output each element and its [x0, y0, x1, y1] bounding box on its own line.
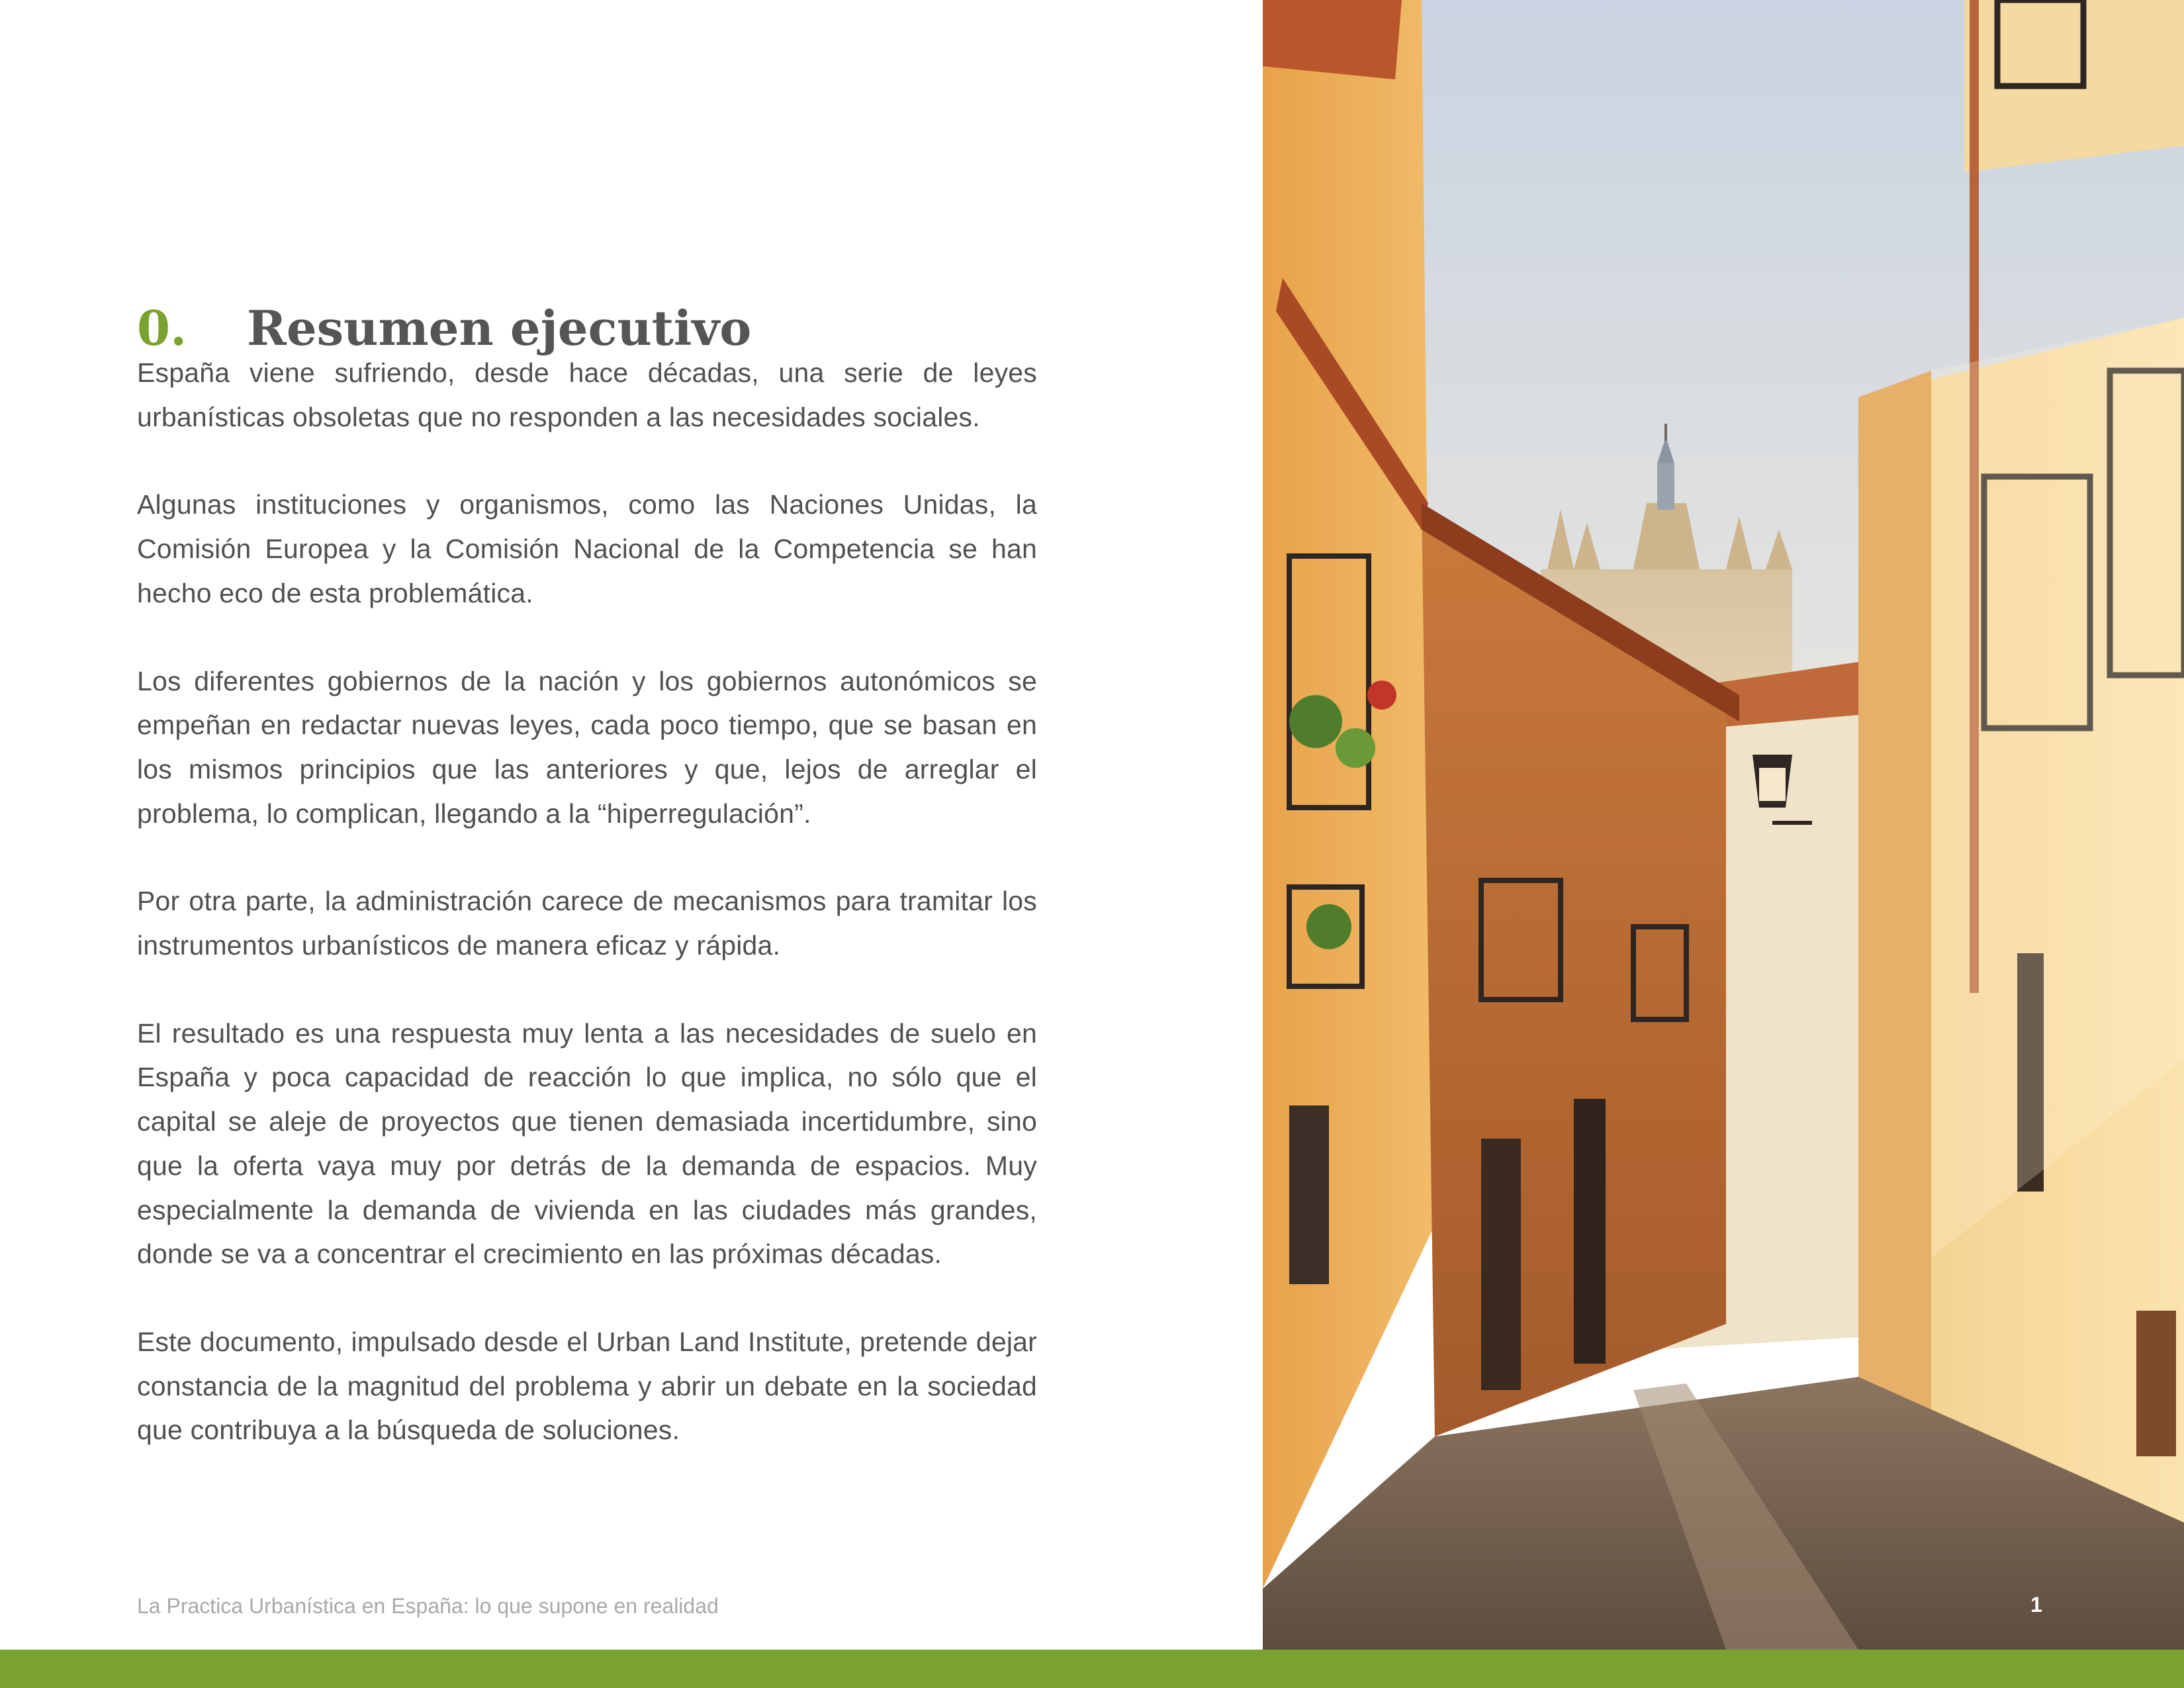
- narrow-street-photo: [1263, 0, 2184, 1650]
- paragraph: Los diferentes gobiernos de la nación y los gobiernos autonómicos se empeñan en redactar nuevas leyes, cada poco tiempo, que se basan en los mismos principios que las anteriores y que, lejos de arreglar el problema, lo complican, llegando a la “hiperregulación”.: [137, 665, 1037, 829]
- summary-body: [137, 351, 1037, 1496]
- street-illustration: [1263, 0, 2184, 1650]
- page-number: 1: [2030, 1593, 2042, 1617]
- paragraph: España viene sufriendo, desde hace décadas, una serie de leyes urbanísticas obsoletas que no responden a las necesidades sociales.: [137, 357, 1037, 432]
- paragraph: Por otra parte, la administración carece de mecanismos para tramitar los instrumentos urbanísticos de manera eficaz y rápida.: [137, 886, 1037, 961]
- paragraph: Algunas instituciones y organismos, como las Naciones Unidas, la Comisión Europea y la Comisión Nacional de la Competencia se han hecho eco de esta problemática.: [137, 489, 1037, 608]
- section-number: 0.: [137, 300, 187, 357]
- paragraph: Este documento, impulsado desde el Urban Land Institute, pretende dejar constancia de la magnitud del problema y abrir un debate en la sociedad que contribuya a la búsqueda de soluciones.: [137, 1326, 1037, 1446]
- section-title: Resumen ejecutivo: [247, 300, 752, 357]
- paragraph: El resultado es una respuesta muy lenta a las necesidades de suelo en España y poca capacidad de reacción lo que implica, no sólo que el capital se aleje de proyectos que tienen demasiada incertidumbre, sino que la oferta vaya muy por detrás de la demanda de espacios. Muy especialmente la demanda de vivienda en las ciudades más grandes, donde se va a concentrar el crecimiento en las próximas décadas.: [137, 1017, 1037, 1270]
- footer-document-title: La Practica Urbanística en España: lo que supone en realidad: [137, 1594, 719, 1618]
- bottom-accent-bar: [0, 1650, 2184, 1688]
